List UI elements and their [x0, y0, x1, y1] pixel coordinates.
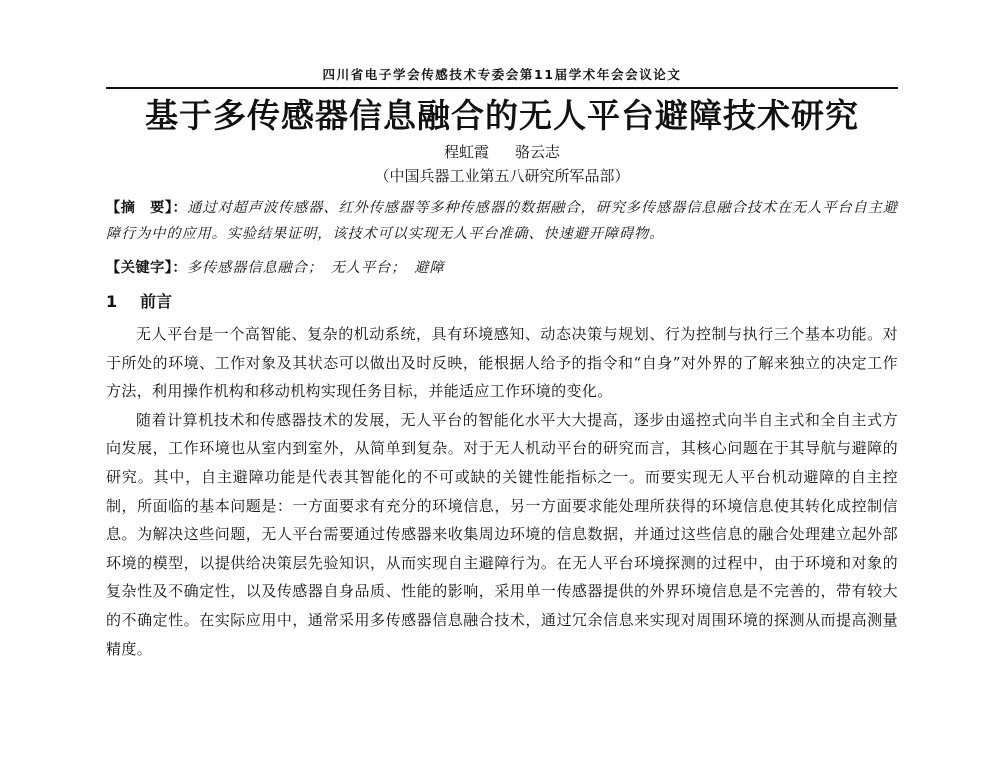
keywords-text: 多传感器信息融合； 无人平台； 避障	[187, 260, 445, 276]
section-heading	[106, 289, 898, 315]
paper-title: 基于多传感器信息融合的无人平台避障技术研究	[145, 96, 859, 135]
abstract-label: 【摘 要】：	[106, 200, 188, 216]
abstract-text: 通过对超声波传感器、红外传感器等多种传感器的数据融合，研究多传感器信息融合技术在无人平台自主避障行为中的应用。实验结果证明，该技术可以实现无人平台准确、快速避开障碍物。	[106, 200, 898, 242]
body-paragraph: 无人平台是一个高智能、复杂的机动系统，具有环境感知、动态决策与规划、行为控制与执行三个基本功能。对于所处的环境、工作对象及其状态可以做出及时反映，能根据人给予的指令和“自身”对外界的了解来独立的决定工作方法，利用操作机构和移动机构实现任务目标，并能适应工作环境的变化。	[106, 325, 898, 401]
paper-page	[106, 66, 898, 663]
keywords-label: 【关键字】：	[106, 260, 188, 276]
section-title: 前言	[140, 292, 173, 311]
author-affiliation: （中国兵器工业第五八研究所军品部）	[374, 167, 630, 185]
abstract	[106, 195, 898, 247]
body-paragraph: 随着计算机技术和传感器技术的发展，无人平台的智能化水平大大提高，逐步由遥控式向半自主式和全自主式方向发展，工作环境也从室内到室外，从简单到复杂。对于无人机动平台的研究而言，其核心问题在于其导航与避障的研究。其中，自主避障功能是代表其智能化的不可或缺的关键性能指标之一。而要实现无人平台机动避障的自主控制，所面临的基本问题是：一方面要求有充分的环境信息，另一方面要求能处理所获得的环境信息使其转化成控制信息。为解决这些问题，无人平台需要通过传感器来收集周边环境的信息数据，并通过这些信息的融合处理建立起外部环境的模型，以提供给决策层先验知识，从而实现自主避障行为。在无人平台环境探测的过程中，由于环境和对象的复杂性及不确定性，以及传感器自身品质、性能的影响，采用单一传感器提供的外界环境信息是不完善的，带有较大的不确定性。在实际应用中，通常采用多传感器信息融合技术，通过冗余信息来实现对周围环境的探测从而提高测量精度。	[106, 410, 898, 658]
author-name: 程虹霞	[443, 143, 489, 161]
author-list	[106, 140, 898, 164]
section-number: 1	[106, 292, 118, 311]
header-rule	[106, 87, 898, 89]
running-header: 四川省电子学会传感技术专委会第11届学术年会会议论文	[322, 67, 682, 82]
author-name: 骆云志	[515, 143, 561, 161]
keywords	[106, 256, 898, 280]
